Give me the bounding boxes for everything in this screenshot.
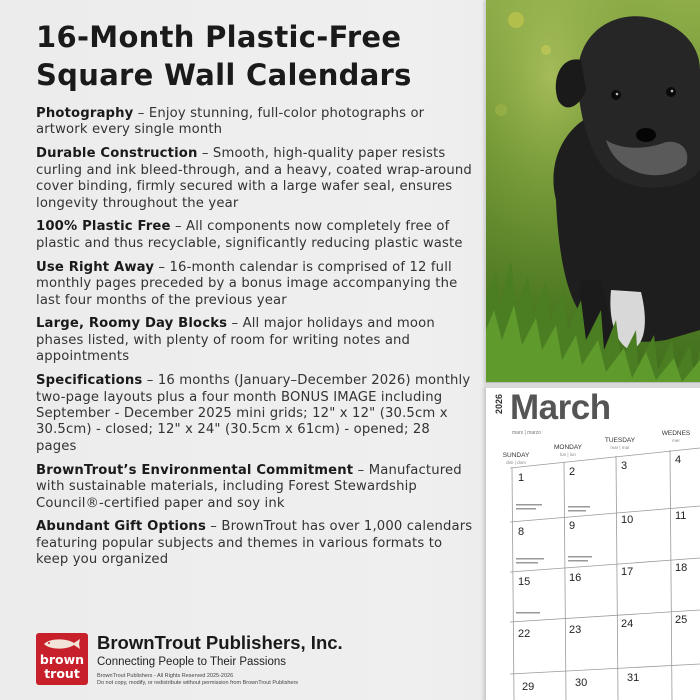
day-cell: 2: [569, 466, 576, 478]
day-cell: 8: [518, 526, 525, 538]
feature-list: [36, 106, 474, 569]
day-sub: mar | mar: [610, 445, 630, 450]
feature-text: – Manufactured with sustainable materials, including Forest Stewardship Council®-certified paper and soy ink: [36, 462, 462, 511]
day-cell: 31: [627, 672, 640, 684]
logo-line-1: brown: [39, 652, 85, 667]
day-cell: 15: [518, 576, 531, 588]
feature-text: – 16 months (January–December 2026) monthly two-page layouts plus a four month BONUS IMAGE including September - December 2025 mini grids; 12" x 12" (30.5cm x 30.5cm) - closed; 12" x 24" (30.5cm x 61cm) - opened; 28 pages: [36, 373, 471, 454]
feature-text: – Enjoy stunning, full-color photographs or artwork every single month: [36, 106, 425, 138]
page-title: [36, 18, 474, 94]
trout-fish-icon: [42, 637, 82, 651]
feature-item: [36, 219, 474, 252]
day-cell: 29: [522, 681, 535, 693]
feature-heading: Large, Roomy Day Blocks: [36, 316, 228, 332]
title-line-2: Square Wall Calendars: [36, 58, 412, 92]
day-cell: 4: [675, 454, 682, 466]
day-cell: 3: [621, 460, 628, 472]
feature-text: – All components now completely free of plastic and thus recyclable, significantly reducing plastic waste: [36, 219, 463, 251]
publisher-tagline: Connecting People to Their Passions: [97, 656, 287, 668]
day-cell: 11: [675, 510, 687, 522]
feature-text: – Smooth, high-quality paper resists curling and ink bleed-through, and a heavy, coated wrap-around cover binding, firmly secured with a large wafer seal, ensures longevity throughout the year: [36, 146, 472, 211]
day-cell: 10: [621, 514, 634, 526]
feature-item: [36, 106, 474, 139]
day-cell: 30: [575, 677, 588, 689]
day-cell: 17: [621, 566, 634, 578]
feature-item: [36, 373, 474, 455]
day-name: SUNDAY: [502, 452, 530, 459]
logo-wordmark: [36, 653, 88, 681]
browntrout-logo: [36, 633, 88, 685]
feature-heading: Use Right Away: [36, 259, 155, 275]
publisher-block: [36, 633, 476, 693]
day-name: TUESDAY: [604, 437, 636, 444]
feature-heading: Durable Construction: [36, 146, 198, 162]
day-cell: 23: [569, 624, 582, 636]
day-cell: 16: [569, 572, 582, 584]
day-sub: dim | dom: [506, 460, 526, 465]
day-cell: 22: [518, 628, 531, 640]
feature-heading: Specifications: [36, 373, 143, 389]
feature-heading: Abundant Gift Options: [36, 519, 206, 535]
calendar-page: [486, 384, 700, 700]
day-cell: 1: [518, 472, 525, 484]
feature-heading: 100% Plastic Free: [36, 219, 171, 235]
feature-heading: Photography: [36, 106, 134, 121]
copyright-line-1: BrownTrout Publishers - All Rights Reserved 2025-2026: [97, 673, 234, 679]
feature-text: – All major holidays and moon phases listed, with plenty of room for writing notes and appointments: [36, 316, 435, 365]
calendar-year: 2026: [494, 393, 504, 414]
calendar-binding: [486, 378, 700, 392]
calendar-holiday-notes: [486, 384, 700, 700]
feature-text: – 16-month calendar is comprised of 12 full monthly pages preceded by a bonus image accompanying the last four months of the previous year: [36, 259, 458, 308]
feature-text: – BrownTrout has over 1,000 calendars featuring popular subjects and themes in various formats to keep you organized: [36, 519, 473, 568]
day-cell: 18: [675, 562, 688, 574]
feature-item: [36, 316, 474, 365]
day-sub: lun | lun: [560, 452, 576, 457]
copyright-line-2: Do not copy, modify, or redistribute without permission from BrownTrout Publishers: [97, 680, 299, 686]
schnauzer-puppy-image: [486, 0, 700, 384]
copyright-notice: [97, 673, 298, 687]
day-sub: mer: [672, 438, 680, 443]
feature-heading: BrownTrout’s Environmental Commitment: [36, 462, 354, 478]
puppy-photo: [486, 0, 700, 384]
publisher-name: BrownTrout Publishers, Inc.: [97, 632, 343, 653]
feature-item: [36, 519, 474, 568]
day-name: WEDNES: [661, 430, 691, 437]
calendar-month: March: [510, 388, 611, 427]
feature-item: [36, 146, 474, 212]
day-cell: 9: [569, 520, 576, 532]
day-name: MONDAY: [553, 444, 583, 451]
feature-item: [36, 260, 474, 309]
title-line-1: 16-Month Plastic-Free: [36, 20, 402, 54]
calendar-month-translation: mars | marzo: [512, 430, 542, 436]
feature-item: [36, 463, 474, 512]
logo-line-2: trout: [44, 666, 80, 681]
day-cell: 24: [621, 618, 634, 630]
day-cell: 25: [675, 614, 688, 626]
